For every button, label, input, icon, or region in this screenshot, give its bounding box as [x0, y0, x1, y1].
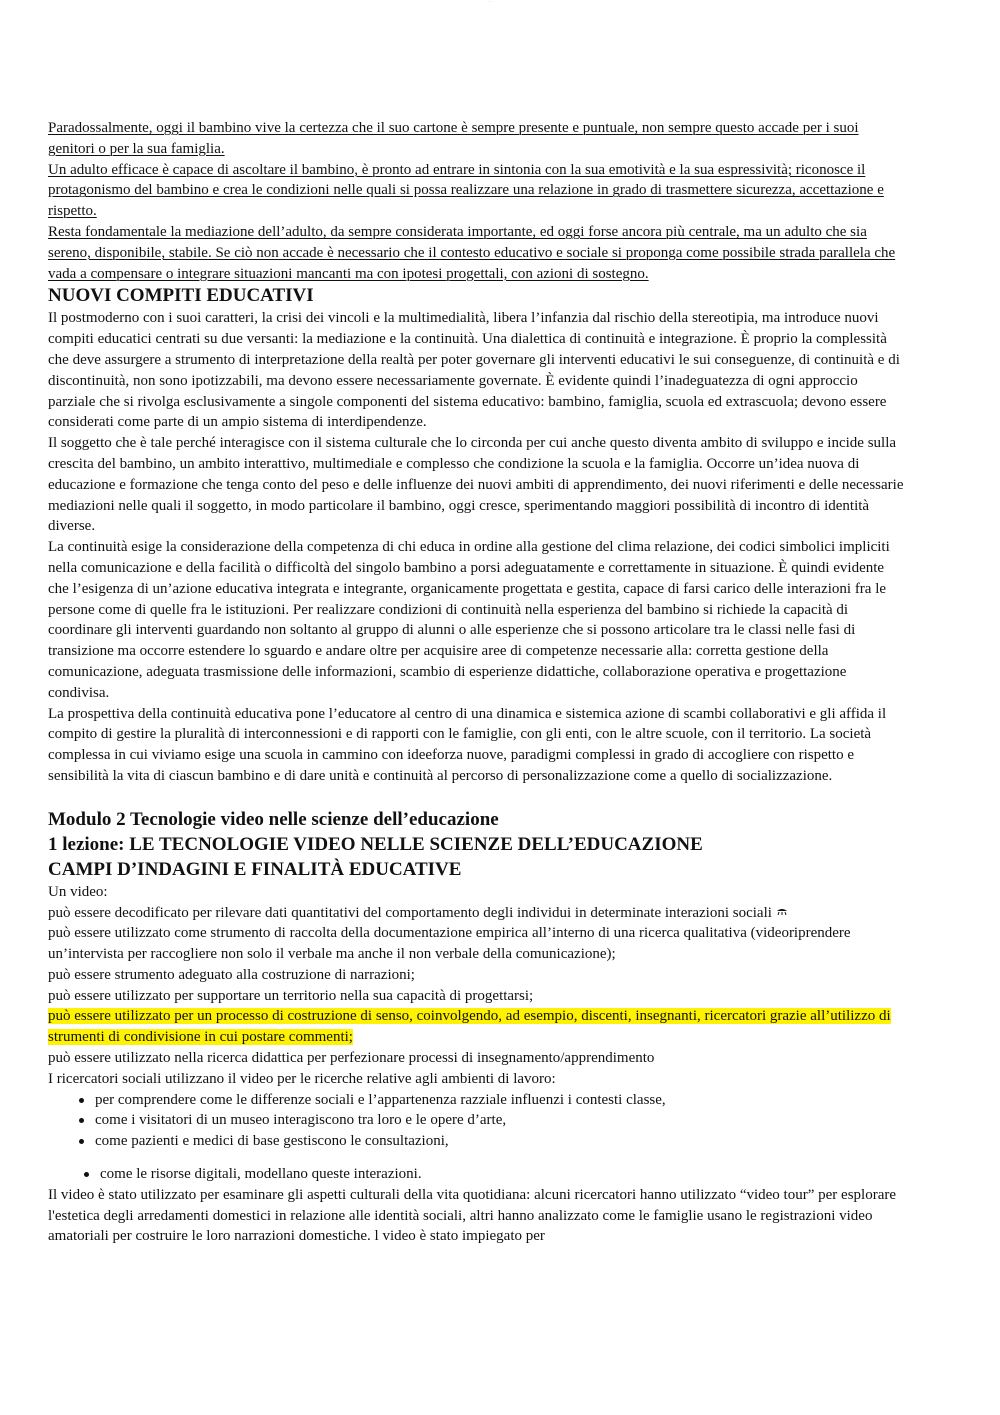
header-stamp-mark: ·····	[488, 0, 493, 4]
document-page	[48, 118, 908, 1247]
video-use-line-2: può essere utilizzato come strumento di raccolta della documentazione empirica all’interno di una ricerca qualitativa (videoriprendere un’intervista per raccogliere non solo il verbale ma anche il non verbale della comunicazione);	[48, 925, 851, 963]
lesson-heading-line2: CAMPI D’INDAGINI E FINALITÀ EDUCATIVE	[48, 858, 462, 880]
research-bullet-list-continued	[48, 1164, 908, 1185]
list-item: per comprendere come le differenze sociali e l’appartenenza razziale influenzi i contesti classe,	[95, 1090, 908, 1111]
section-heading: NUOVI COMPITI EDUCATIVI	[48, 285, 314, 307]
video-use-line-4: può essere utilizzato per supportare un territorio nella sua capacità di progettarsi;	[48, 987, 534, 1004]
video-use-line-3: può essere strumento adeguato alla costruzione di narrazioni;	[48, 966, 415, 983]
list-item: come i visitatori di un museo interagiscono tra loro e le opere d’arte,	[95, 1110, 908, 1131]
researchers-line: I ricercatori sociali utilizzano il video per le ricerche relative agli ambienti di lavoro:	[48, 1070, 556, 1087]
intro-paragraph-3: Resta fondamentale la mediazione dell’adulto, da sempre considerata importante, ed oggi forse ancora più centrale, ma un adulto che sia sereno, disponibile, stabile. Se ciò non accade è necessario che il contesto educativo e sociale si proponga come possibile strada parallela che vada a compensare o integrare situazioni mancanti ma con ipotesi progettali, con azioni di sostegno.	[48, 223, 896, 282]
video-use-line-6: può essere utilizzato nella ricerca didattica per perfezionare processi di insegnamento/apprendimento	[48, 1050, 655, 1067]
intro-paragraph-2: Un adulto efficace è capace di ascoltare il bambino, è pronto ad entrare in sintonia con la sua emotività e la sua espressività; riconosce il protagonismo del bambino e crea le condizioni nelle quali si possa realizzare una relazione in grado di trasmettere sicurezza, accettazione e rispetto.	[48, 161, 884, 220]
highlighted-text: può essere utilizzato per un processo di costruzione di senso, coinvolgendo, ad esempio, discenti, insegnanti, ricercatori grazie all’utilizzo di strumenti di condivisione in cui postare commenti;	[48, 1008, 891, 1046]
video-intro-line: Un video:	[48, 883, 108, 900]
section-paragraph-4: La prospettiva della continuità educativa pone l’educatore al centro di una dinamica e sistemica azione di scambi collaborativi e gli affida il compito di gestire la pluralità di interconnessioni e di rapporti con le famiglie, con gli enti, con le altre scuole, con il territorio. La società complessa in cui viviamo esige una scuola in cammino con ideeforza nuove, paradigmi complessi in grado di accogliere con rispetto e sensibilità la vita di ciascun bambino e di dare unità e continuità al percorso di personalizzazione come a quello di socializzazione.	[48, 705, 887, 784]
closing-paragraph: Il video è stato utilizzato per esaminare gli aspetti culturali della vita quotidiana: alcuni ricercatori hanno utilizzato “video tour” per esplorare l'estetica degli arredamenti domestici in relazione alle identità sociali, altri hanno analizzato come le famiglie usano le registrazioni video amatoriali per costruire le loro narrazioni domestiche. l video è stato impiegato per	[48, 1186, 896, 1245]
module-heading: Modulo 2 Tecnologie video nelle scienze dell’educazione	[48, 808, 499, 830]
list-item: come le risorse digitali, modellano queste interazioni.	[100, 1164, 908, 1185]
lesson-heading-line1: 1 lezione: LE TECNOLOGIE VIDEO NELLE SCIENZE DELL’EDUCAZIONE	[48, 833, 703, 855]
video-use-line-1-text: può essere decodificato per rilevare dati quantitativi del comportamento degli individui in determinate interazioni sociali	[48, 904, 772, 921]
comment-marker-icon[interactable]	[776, 908, 788, 916]
video-use-line-1	[48, 903, 908, 924]
intro-paragraph-1: Paradossalmente, oggi il bambino vive la certezza che il suo cartone è sempre presente e puntuale, non sempre questo accade per i suoi genitori o per la sua famiglia.	[48, 120, 859, 157]
highlighted-passage	[48, 1006, 908, 1048]
section-paragraph-1: Il postmoderno con i suoi caratteri, la crisi dei vincoli e la multimedialità, libera l’infanzia dal rischio della stereotipia, ma introduce nuovi compiti educatici centrati su due versanti: la mediazione e la continuità. Una dialettica di continuità e integrazione. È proprio la complessità che deve assurgere a strumento di interpretazione della realtà per poter governare gli interventi educativi le sui conseguenze, di continuità e di discontinuità, non sono ipotizzabili, ma devono essere necessariamente governate. È evidente quindi l’inadeguatezza di ogni approccio parziale che si rivolga esclusivamente a singole componenti del sistema educativo: bambino, famiglia, scuola ed extrascuola; devono essere considerati come parte di un ampio sistema di interdipendenze.	[48, 310, 900, 431]
section-paragraph-3: La continuità esige la considerazione della competenza di chi educa in ordine alla gestione del clima relazione, dei codici simbolici impliciti nella comunicazione e della facilità o difficoltà del singolo bambino a porsi adeguatamente e correttamente in situazione. È quindi evidente che l’esigenza di un’azione educativa integrata e integrante, organicamente progettata e gestita, capace di farsi carico delle interazioni fra le persone come di quelle fra le istituzioni. Per realizzare condizioni di continuità nella esperienza del bambino si richiede la capacità di coordinare gli interventi guardando non soltanto al gruppo di alunni o alle esperienze che si possono articolare tra le classi nelle fasi di transizione ma occorre estendere lo sguardo e andare oltre per acquisire aree di competenze necessarie alla: corretta gestione della comunicazione, adeguata trasmissione delle informazioni, scambio di esperienze didattiche, collaborazione operativa e progettazione condivisa.	[48, 539, 890, 701]
list-item: come pazienti e medici di base gestiscono le consultazioni,	[95, 1131, 908, 1152]
research-bullet-list	[48, 1090, 908, 1152]
section-paragraph-2: Il soggetto che è tale perché interagisce con il sistema culturale che lo circonda per cui anche questo diventa ambito di sviluppo e incide sulla crescita del bambino, un ambito interattivo, multimediale e complesso che condizione la scuola e la famiglia. Occorre un’idea nuova di educazione e formazione che tenga conto del peso e delle influenze dei nuovi ambiti di apprendimento, dei nuovi riferimenti e delle necessarie mediazioni nelle quali il soggetto, in modo particolare il bambino, oggi cresce, sperimentando maggiori possibilità di incontro di identità diverse.	[48, 435, 904, 535]
